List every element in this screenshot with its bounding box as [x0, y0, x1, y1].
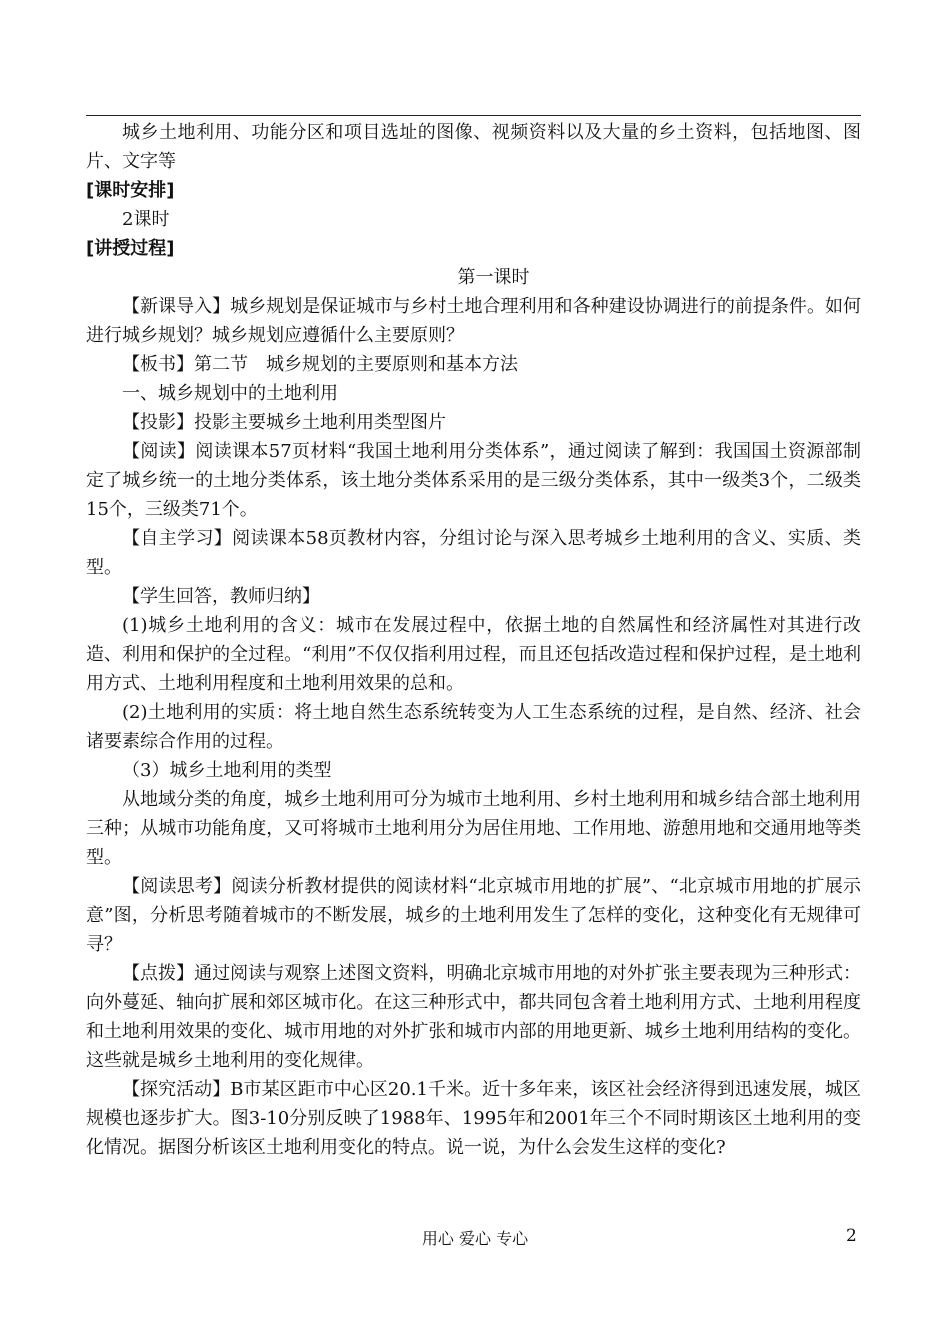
paragraph-projection: 【投影】投影主要城乡土地利用类型图片 [122, 412, 446, 433]
paragraph-essence: (2)土地利用的实质：将土地自然生态系统转变为人工生态系统的过程，是自然、经济、社会诸要素综合作用的过程。 [86, 702, 861, 752]
paragraph-intro: 【新课导入】城乡规划是保证城市与乡村土地合理利用和各种建设协调进行的前提条件。如何进行城乡规划？城乡规划应遵循什么主要原则？ [86, 296, 861, 346]
paragraph-board: 【板书】第二节 城乡规划的主要原则和基本方法 [122, 354, 518, 375]
header-rule [86, 115, 861, 116]
lesson-title: 第一课时 [457, 267, 530, 288]
paragraph-activity: 【探究活动】B市某区距市中心区20.1千米。近十多年来，该区社会经济得到迅速发展，城区规模也逐步扩大。图3-10分别反映了1988年、1995年和2001年三个不同时期该区土地利用的变化情况。据图分析该区土地利用变化的特点。说一说，为什么会发生这样的变化? [86, 1079, 861, 1158]
paragraph-reading: 【阅读】阅读课本57页材料“我国土地利用分类体系”，通过阅读了解到：我国国土资源部制定了城乡统一的土地分类体系，该土地分类体系采用的是三级分类体系，其中一级类3个，二级类15个，三级类71个。 [86, 441, 861, 520]
paragraph-student-answer: 【学生回答，教师归纳】 [122, 586, 320, 607]
paragraph-section-one: 一、城乡规划中的土地利用 [122, 383, 338, 404]
materials-paragraph: 城乡土地利用、功能分区和项目选址的图像、视频资料以及大量的乡土资料，包括地图、图片、文字等 [86, 122, 861, 172]
page-number: 2 [846, 1226, 857, 1246]
document-body [86, 118, 861, 1162]
schedule-value: 2课时 [122, 209, 170, 230]
paragraph-guidance: 【点拨】通过阅读与观察上述图文资料，明确北京城市用地的对外扩张主要表现为三种形式：向外蔓延、轴向扩展和郊区城市化。在这三种形式中，都共同包含着土地利用方式、土地利用程度和土地利用效果的变化、城市用地的对外扩张和城市内部的用地更新、城乡土地利用结构的变化。这些就是城乡土地利用的变化规律。 [86, 963, 861, 1071]
schedule-heading: [课时安排] [86, 180, 175, 201]
paragraph-meaning: (1)城乡土地利用的含义：城市在发展过程中，依据土地的自然属性和经济属性对其进行改造、利用和保护的全过程。“利用”不仅仅指利用过程，而且还包括改造过程和保护过程，是土地利用方式、土地利用程度和土地利用效果的总和。 [86, 615, 861, 694]
paragraph-self-study: 【自主学习】阅读课本58页教材内容，分组讨论与深入思考城乡土地利用的含义、实质、类型。 [86, 528, 861, 578]
paragraph-types-heading: （3）城乡土地利用的类型 [122, 760, 332, 781]
footer-motto: 用心 爱心 专心 [421, 1229, 529, 1248]
paragraph-types: 从地域分类的角度，城乡土地利用可分为城市土地利用、乡村土地利用和城乡结合部土地利用三种；从城市功能角度，又可将城市土地利用分为居住用地、工作用地、游憩用地和交通用地等类型。 [86, 789, 861, 868]
process-heading: [讲授过程] [86, 238, 175, 259]
paragraph-reading-think: 【阅读思考】阅读分析教材提供的阅读材料“北京城市用地的扩展”、“北京城市用地的扩展示意”图，分析思考随着城市的不断发展，城乡的土地利用发生了怎样的变化，这种变化有无规律可寻？ [86, 876, 861, 955]
